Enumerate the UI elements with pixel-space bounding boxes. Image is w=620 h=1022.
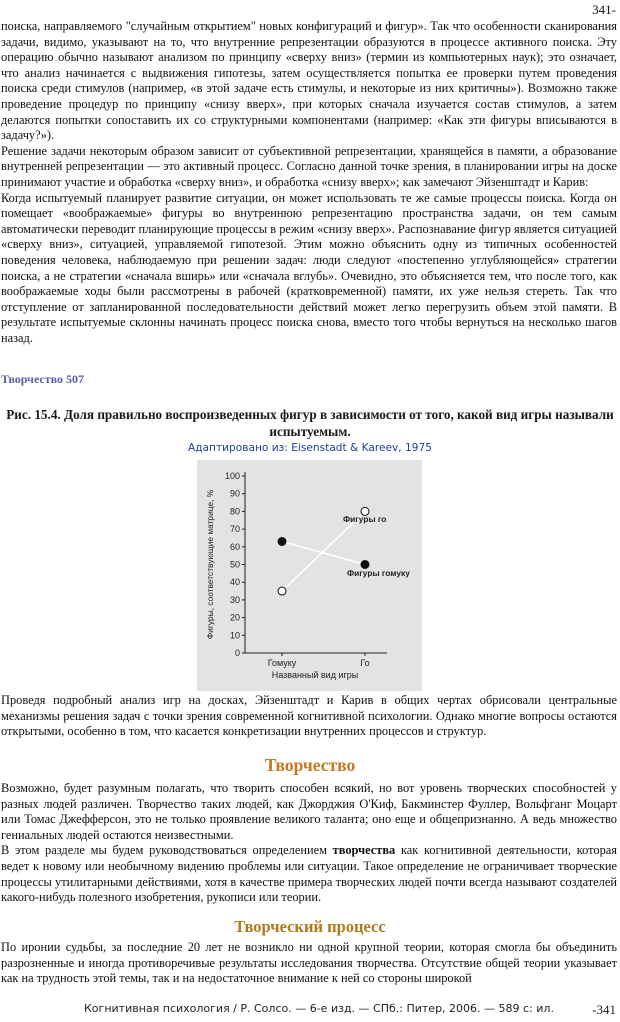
x-tick-label: Гомуку <box>267 658 297 668</box>
data-point <box>278 587 286 595</box>
text-span: как когнитивной деятельности, которая ведет к новому или необычному видению проблемы или ситуации. Такое определение не ограничивает творческие процессы утилитарными действиями, хотя в качестве примера творческих людей почти всегда называют создателей какого-нибудь полезного изобретения, рукописи или теории. <box>1 843 617 905</box>
section-heading-creativity: Творчество <box>264 755 356 775</box>
section-link[interactable]: Творчество 507 <box>1 372 85 386</box>
y-tick-label: 20 <box>229 612 240 623</box>
figure-caption: Рис. 15.4. Доля правильно воспроизведенных фигур в зависимости от того, какой вид игры называли испытуемым. <box>6 407 614 439</box>
x-axis-title: Названный вид игры <box>271 670 359 680</box>
page-number-top: 341- <box>592 2 616 17</box>
y-tick-label: 100 <box>224 471 240 481</box>
text-block-creative-process <box>1 940 617 987</box>
paragraph: Проведя подробный анализ игр на досках, Эйзенштадт и Карив в общих чертах обрисовали центральные механизмы решения задач с точки зрения современной когнитивной психологии. Однако многие вопросы остаются открытыми, особенно в том, что касается конкретизации внутренних процессов и структур. <box>1 693 617 739</box>
y-tick-label: 70 <box>229 524 240 535</box>
y-tick-label: 50 <box>229 559 240 570</box>
y-tick-label: 90 <box>229 488 240 499</box>
figure-chart <box>197 460 422 691</box>
data-point <box>278 537 286 545</box>
paragraph: Решение задачи некоторым образом зависит от субъективной репрезентации, хранящейся в памяти, а образование внутренней репрезентации — это активный процесс. Согласно данной точке зрения, в планировании игры на доске принимают участие и обработка «сверху вниз», и обработка «снизу вверх»; как замечают Эйзенштадт и Карив: <box>1 143 617 189</box>
series-label: Фигуры го <box>343 514 387 524</box>
y-axis-title: Фигуры, соответствующие матрице, % <box>205 489 215 640</box>
series-label: Фигуры гомуку <box>347 568 410 578</box>
paragraph: Когда испытуемый планирует развитие ситуации, он может использовать те же самые процессы поиска. Когда он помещает «воображаемые» фигуры во внутреннюю репрезентацию пространства задачи, он тем самым автоматически переводит планирующие процессы в режим «снизу вверх». Распознавание фигур является ситуацией «сверху вниз», ситуацией, управляемой гипотезой. Этим можно объяснить одну из типичных особенностей поведения человека, наблюдаемую при решении задач: люди следуют «постепенно углубляющейся» стратегии поиска, а не стратегии «сначала вширь» или «сначала вглубь». Очевидно, это объясняется тем, что после того, как воображаемые ходы были рассмотрены в рабочей (кратковременной) памяти, их уже нельзя стереть. Так что отступление от запланированной последовательности действий может легко перегрузить объем этой памяти. В результате испытуемые склонны начинать процесс поиска снова, вместо того чтобы вернуться на несколько шагов назад. <box>1 190 617 345</box>
footer-source: Когнитивная психология / Р. Солсо. — 6-е изд. — СПб.: Питер, 2006. — 589 с: ил. <box>84 1002 554 1015</box>
y-tick-label: 40 <box>229 577 240 588</box>
paragraph: поиска, направляемого "случайным открытием" новых конфигураций и фигур». Так что особенности сканирования задачи, видимо, указывают на то, что внутренние репрезентации образуются в процессе активного поиска. Эту операцию обычно называют анализом по принципу «сверху вниз» (термин из компьютерных наук); это означает, что анализ начинается с выдвижения гипотезы, затем осуществляется попытка ее проверки путем проведения поиска среди стимулов (например, «в этой задаче есть стимулы, и некоторые из них критичны»). Возможно также проведение процедур по принципу «снизу вверх», при которых сначала изучается состав стимулов, а затем делаются попытки сопоставить их со структурными компонентами (например: «Как эти фигуры вписываются в задачу?»). <box>1 19 617 143</box>
text-span: В этом разделе мы будем руководствоваться определением <box>1 843 333 858</box>
y-tick-label: 30 <box>229 594 240 605</box>
section-heading-creative-process: Творческий процесс <box>234 917 386 936</box>
y-tick-label: 0 <box>234 648 240 658</box>
chart-svg <box>197 460 422 691</box>
text-block-creativity <box>1 781 617 906</box>
y-tick-label: 10 <box>229 630 240 641</box>
series-line <box>282 541 365 564</box>
x-tick-label: Го <box>360 658 370 668</box>
page-number-bottom: -341 <box>592 1002 616 1017</box>
y-tick-label: 80 <box>229 506 240 517</box>
paragraph: Возможно, будет разумным полагать, что творить способен всякий, но вот уровень творческих способностей у разных людей различен. Творчество таких людей, как Джорджия О'Киф, Бакминстер Фуллер, Вольфганг Моцарт или Томас Джефферсон, это не только проявление великого таланта; оно еще и общепризнанно. А ведь множество гениальных людей остаются неизвестными. <box>1 781 617 842</box>
y-tick-label: 60 <box>229 541 240 552</box>
figure-source: Адаптировано из: Eisenstadt & Kareev, 1975 <box>187 442 433 454</box>
text-block-after-figure <box>1 693 617 740</box>
paragraph-definition <box>1 843 617 905</box>
term-bold: творчества <box>332 843 396 858</box>
paragraph: По иронии судьбы, за последние 20 лет не возникло ни одной крупной теории, которая смогла бы объединить разрозненные и иногда противоречивые результаты исследования творчества. Отсутствие общей теории указывает как на трудность этой темы, так и на недостаточное внимание к ней со стороны широкой <box>1 940 617 986</box>
text-block-top <box>1 19 617 346</box>
